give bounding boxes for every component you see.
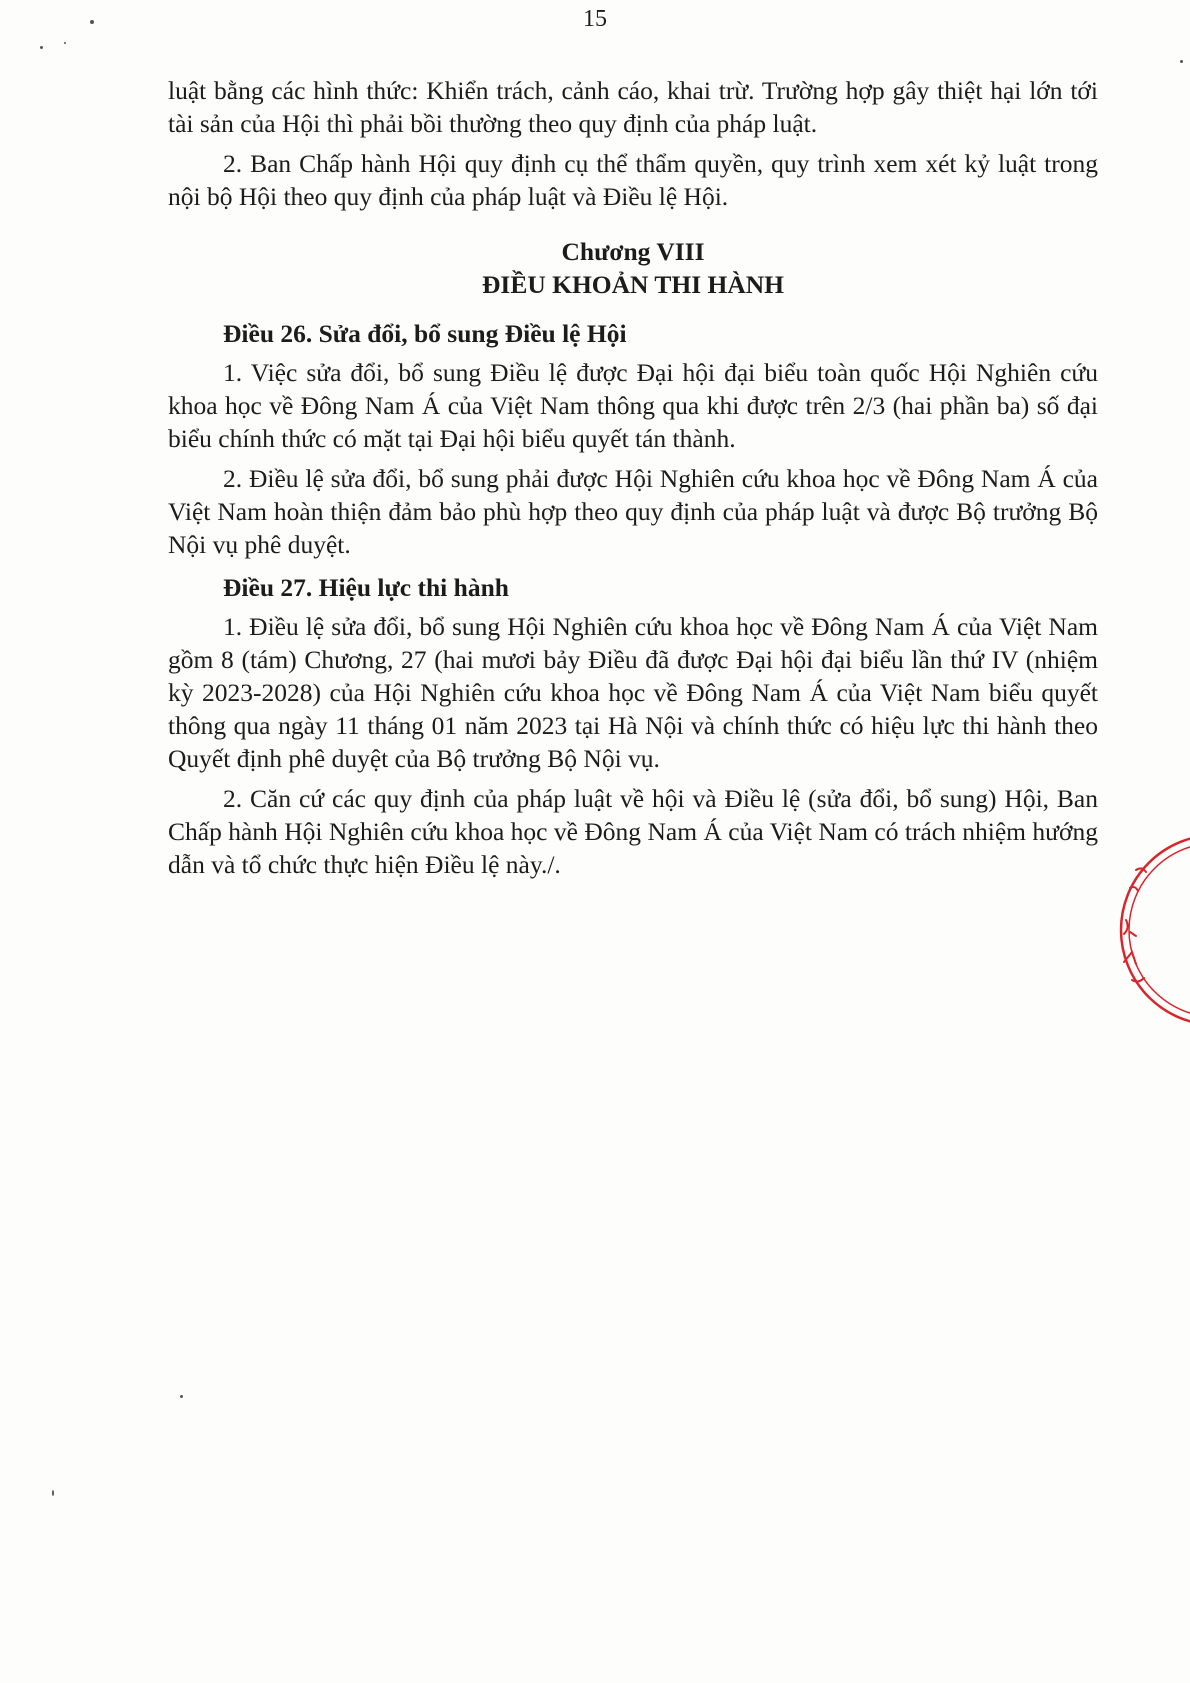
chapter-title: ĐIỀU KHOẢN THI HÀNH [481,270,785,299]
article-26-heading: Điều 26. Sửa đổi, bổ sung Điều lệ Hội [223,319,627,348]
article-26-clause-2: 2. Điều lệ sửa đổi, bổ sung phải được Hội Nghiên cứu khoa học về Đông Nam Á của Việt Nam hoàn thiện đảm bảo phù hợp theo quy định của pháp luật và được Bộ trưởng Bộ Nội vụ phê duyệt. [168,464,1098,559]
discipline-clause-2: 2. Ban Chấp hành Hội quy định cụ thể thẩm quyền, quy trình xem xét kỷ luật trong nội bộ Hội theo quy định của pháp luật và Điều lệ Hội. [168,149,1098,211]
chapter-label: Chương VIII [561,237,705,266]
seal-outer-ring [1121,835,1190,1025]
scan-speck [180,1395,183,1398]
scan-speck [1180,60,1183,63]
seal-icon [1096,830,1190,1050]
scan-speck [52,1490,54,1496]
intro-paragraph: luật bằng các hình thức: Khiển trách, cảnh cáo, khai trừ. Trường hợp gây thiệt hại lớn tới tài sản của Hội thì phải bồi thường theo quy định của pháp luật. [168,76,1098,138]
scan-speck [90,20,94,24]
document-body [168,74,1098,888]
article-27-clause-1: 1. Điều lệ sửa đổi, bổ sung Hội Nghiên cứu khoa học về Đông Nam Á của Việt Nam gồm 8 (tám) Chương, 27 (hai mươi bảy Điều đã được Đại hội đại biểu lần thứ IV (nhiệm kỳ 2023-2028) của Hội Nghiên cứu khoa học về Đông Nam Á của Việt Nam biểu quyết thông qua ngày 11 tháng 01 năm 2023 tại Hà Nội và chính thức có hiệu lực thi hành theo Quyết định phê duyệt của Bộ trưởng Bộ Nội vụ. [168,612,1098,773]
chapter-heading [168,235,1098,301]
scan-speck [40,46,43,49]
seal-mark [1130,868,1146,891]
page-number: 15 [583,6,607,32]
article-27-clause-2: 2. Căn cứ các quy định của pháp luật về hội và Điều lệ (sửa đổi, bổ sung) Hội, Ban Chấp hành Hội Nghiên cứu khoa học về Đông Nam Á của Việt Nam có trách nhiệm hướng dẫn và tổ chức thực hiện Điều lệ này./. [168,784,1098,879]
article-27-heading: Điều 27. Hiệu lực thi hành [223,573,509,602]
red-seal-stamp [1096,830,1190,1050]
scan-speck [64,42,66,44]
article-26-clause-1: 1. Việc sửa đổi, bổ sung Điều lệ được Đại hội đại biểu toàn quốc Hội Nghiên cứu khoa học về Đông Nam Á của Việt Nam thông qua khi được trên 2/3 (hai phần ba) số đại biểu chính thức có mặt tại Đại hội biểu quyết tán thành. [168,358,1098,453]
